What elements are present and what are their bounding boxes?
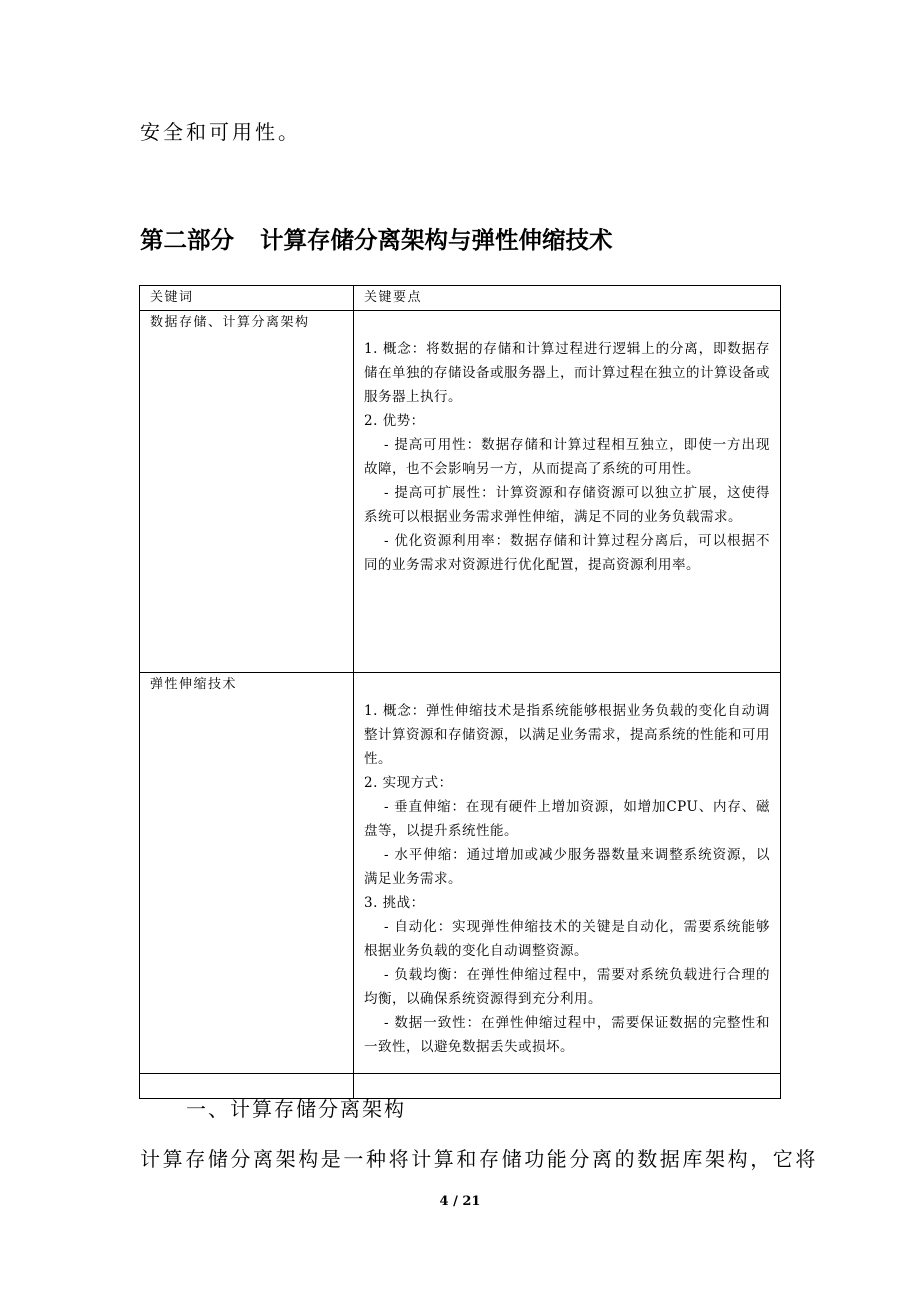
header-keyword: 关键词	[150, 290, 194, 305]
point-text: 2. 优势：	[364, 413, 425, 429]
keyword-cell	[140, 673, 354, 1074]
point-text: 1. 概念：弹性伸缩技术是指系统能够根据业务负载的变化自动调整计算资源和存储资源，以满足业务需求，提高系统的性能和可用性。	[364, 703, 770, 767]
empty-cell	[354, 1074, 781, 1099]
table-header-row	[140, 286, 781, 311]
point-text: - 自动化：实现弹性伸缩技术的关键是自动化，需要系统能够根据业务负载的变化自动调整资源。	[364, 919, 770, 959]
key-points-table	[139, 285, 781, 1099]
paragraph-text: 计算存储分离架构是一种将计算和存储功能分离的数据库架构，它将	[140, 1147, 818, 1171]
table-row	[140, 311, 781, 673]
keyword-text: 弹性伸缩技术	[150, 677, 238, 692]
keyword-cell	[140, 311, 354, 673]
points-body	[354, 311, 780, 591]
points-cell	[354, 311, 781, 673]
sub-heading: 一、计算存储分离架构	[186, 1097, 406, 1121]
table-row	[140, 673, 781, 1074]
section-title: 计算存储分离架构与弹性伸缩技术	[260, 226, 613, 254]
point-text: - 垂直伸缩：在现有硬件上增加资源，如增加CPU、内存、磁盘等，以提升系统性能。	[364, 799, 770, 839]
point-text: - 数据一致性：在弹性伸缩过程中，需要保证数据的完整性和一致性，以避免数据丢失或损坏。	[364, 1015, 770, 1055]
point-text: 1. 概念：将数据的存储和计算过程进行逻辑上的分离，即数据存储在单独的存储设备或服务器上，而计算过程在独立的计算设备或服务器上执行。	[364, 341, 770, 405]
point-text: - 优化资源利用率：数据存储和计算过程分离后，可以根据不同的业务需求对资源进行优化配置，提高资源利用率。	[364, 533, 770, 573]
point-text: 3. 挑战：	[364, 895, 425, 911]
page-number: 4 / 21	[439, 1194, 481, 1209]
point-text: - 水平伸缩：通过增加或减少服务器数量来调整系统资源，以满足业务需求。	[364, 847, 770, 887]
point-text: - 负载均衡：在弹性伸缩过程中，需要对系统负载进行合理的均衡，以确保系统资源得到充分利用。	[364, 967, 770, 1007]
points-body	[354, 673, 780, 1073]
table-header-cell	[354, 286, 781, 311]
header-points: 关键要点	[364, 290, 423, 305]
table-header-cell	[140, 286, 354, 311]
keyword-text: 数据存储、计算分离架构	[150, 315, 310, 330]
points-cell	[354, 673, 781, 1074]
intro-text: 安全和可用性。	[140, 120, 301, 144]
section-heading	[140, 222, 613, 258]
point-text: - 提高可扩展性：计算资源和存储资源可以独立扩展，这使得系统可以根据业务需求弹性伸缩，满足不同的业务负载需求。	[364, 485, 770, 525]
point-text: - 提高可用性：数据存储和计算过程相互独立，即使一方出现故障，也不会影响另一方，从而提高了系统的可用性。	[364, 437, 770, 477]
section-part-label: 第二部分	[140, 226, 234, 254]
point-text: 2. 实现方式：	[364, 775, 453, 791]
